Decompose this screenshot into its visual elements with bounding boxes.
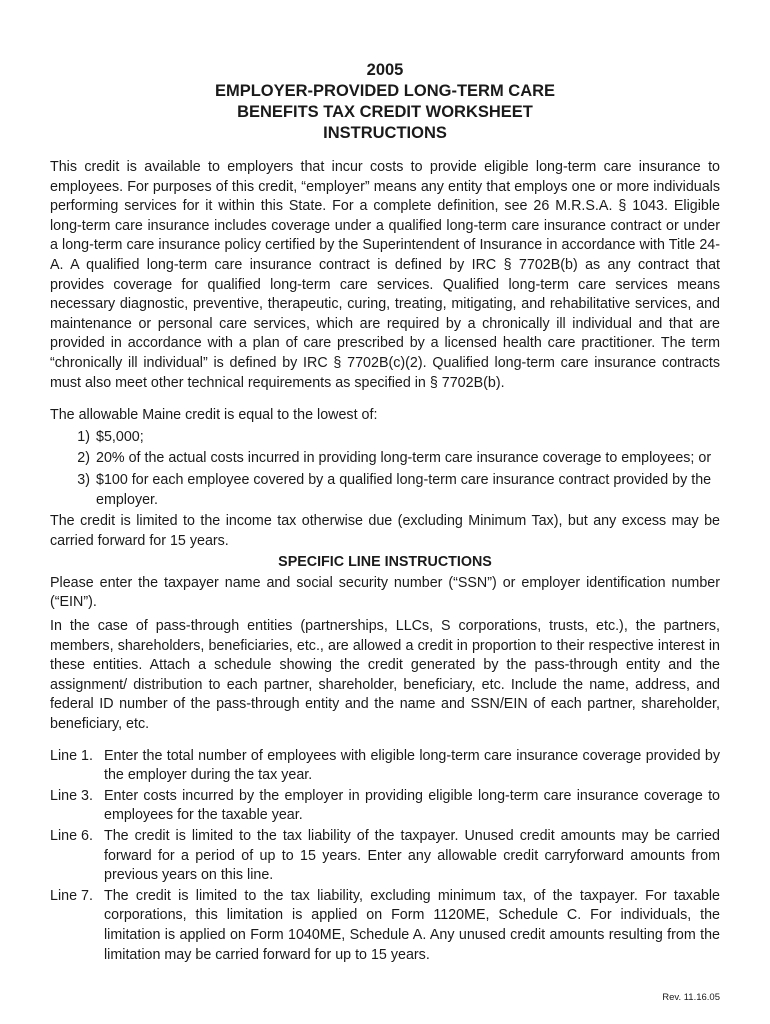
line-label: Line 1. [50,747,93,764]
taxpayer-id-paragraph: Please enter the taxpayer name and social security number (“SSN”) or employer identification number (“EIN”). [50,574,720,611]
title-year: 2005 [366,61,404,79]
line-instruction-row [50,827,720,886]
title-line-3: INSTRUCTIONS [323,124,447,142]
line-label: Line 3. [50,787,93,804]
line-text: Enter costs incurred by the employer in providing eligible long-term care insurance coverage to employees for the taxable year. [104,787,720,824]
option-number: 3) [77,471,90,488]
line-instruction-row [50,787,720,826]
line-text: Enter the total number of employees with eligible long-term care insurance coverage provided by the employer during the tax year. [104,747,720,784]
option-number: 2) [77,450,90,467]
option-item [50,428,720,448]
option-text: $100 for each employee covered by a qualified long-term care insurance contract provided by the employer. [96,471,712,508]
revision-date: Rev. 11.16.05 [662,992,720,1003]
option-number: 1) [77,428,90,445]
title-line-2: BENEFITS TAX CREDIT WORKSHEET [237,103,533,121]
line-instruction-row [50,747,720,786]
credit-limit-paragraph: The credit is limited to the income tax otherwise due (excluding Minimum Tax), but any excess may be carried forward for 15 years. [50,513,720,549]
pass-through-paragraph: In the case of pass-through entities (partnerships, LLCs, S corporations, trusts, etc.), the partners, members, shareholders, beneficiaries, etc., are allowed a credit in proportion to their respective interest in these entities. Attach a schedule showing the credit generated by the pass-through entity and the assignment/ distribution to each partner, shareholder, beneficiary, etc. Include the name, address, and federal ID number of the pass-through entity and the name and SSN/EIN of each partner, shareholder, beneficiary, etc. [50,618,720,733]
line-label: Line 6. [50,828,93,844]
option-text: 20% of the actual costs incurred in providing long-term care insurance coverage to employees; or [96,450,712,467]
instructions-page [50,60,720,965]
allowable-credit-lead: The allowable Maine credit is equal to the lowest of: [50,407,378,424]
line-instructions [50,747,720,966]
line-instruction-row [50,887,720,965]
line-text: The credit is limited to the tax liability of the taxpayer. Unused credit amounts may be carried forward for a period of up to 15 years. Enter any allowable credit carryforward amounts from previous years on this line. [104,828,720,884]
line-text: The credit is limited to the tax liability, excluding minimum tax, of the taxpayer. For taxable corporations, this limitation is applied on Form 1120ME, Schedule C. For individuals, the limitation is applied on Form 1040ME, Schedule A. Any unused credit amounts resulting from the limitation may be carried forward for up to 15 years. [104,887,720,963]
specific-line-instructions-heading: SPECIFIC LINE INSTRUCTIONS [278,554,492,571]
option-item [50,471,720,510]
option-text: $5,000; [96,428,144,445]
intro-paragraph: This credit is available to employers that incur costs to provide eligible long-term care insurance to employees. For purposes of this credit, “employer” means any entity that employs one or more individuals performing services for it within this State. For a complete definition, see 26 M.R.S.A. § 1043. Eligible long-term care insurance includes coverage under a qualified long-term care insurance contract or under a long-term care insurance policy certified by the Superintendent of Insurance in accordance with Title 24-A. A qualified long-term care insurance contract is defined by IRC § 7702B(b) as any contract that provides coverage for qualified long-term care services. Qualified long-term care services means necessary diagnostic, preventive, therapeutic, curing, treating, mitigating, and rehabilitative services, and maintenance or personal care services, which are required by a chronically ill individual and that are provided in accordance with a plan of care prescribed by a licensed health care practitioner. The term “chronically ill individual” is defined by IRC § 7702B(c)(2). Qualified long-term care insurance contracts must also meet other technical requirements as specified in § 7702B(b). [50,159,720,391]
option-item [50,449,720,469]
title-line-1: EMPLOYER-PROVIDED LONG-TERM CARE [214,82,556,100]
line-label: Line 7. [50,887,93,904]
allowable-credit-options [50,428,720,510]
document-title [50,60,720,144]
